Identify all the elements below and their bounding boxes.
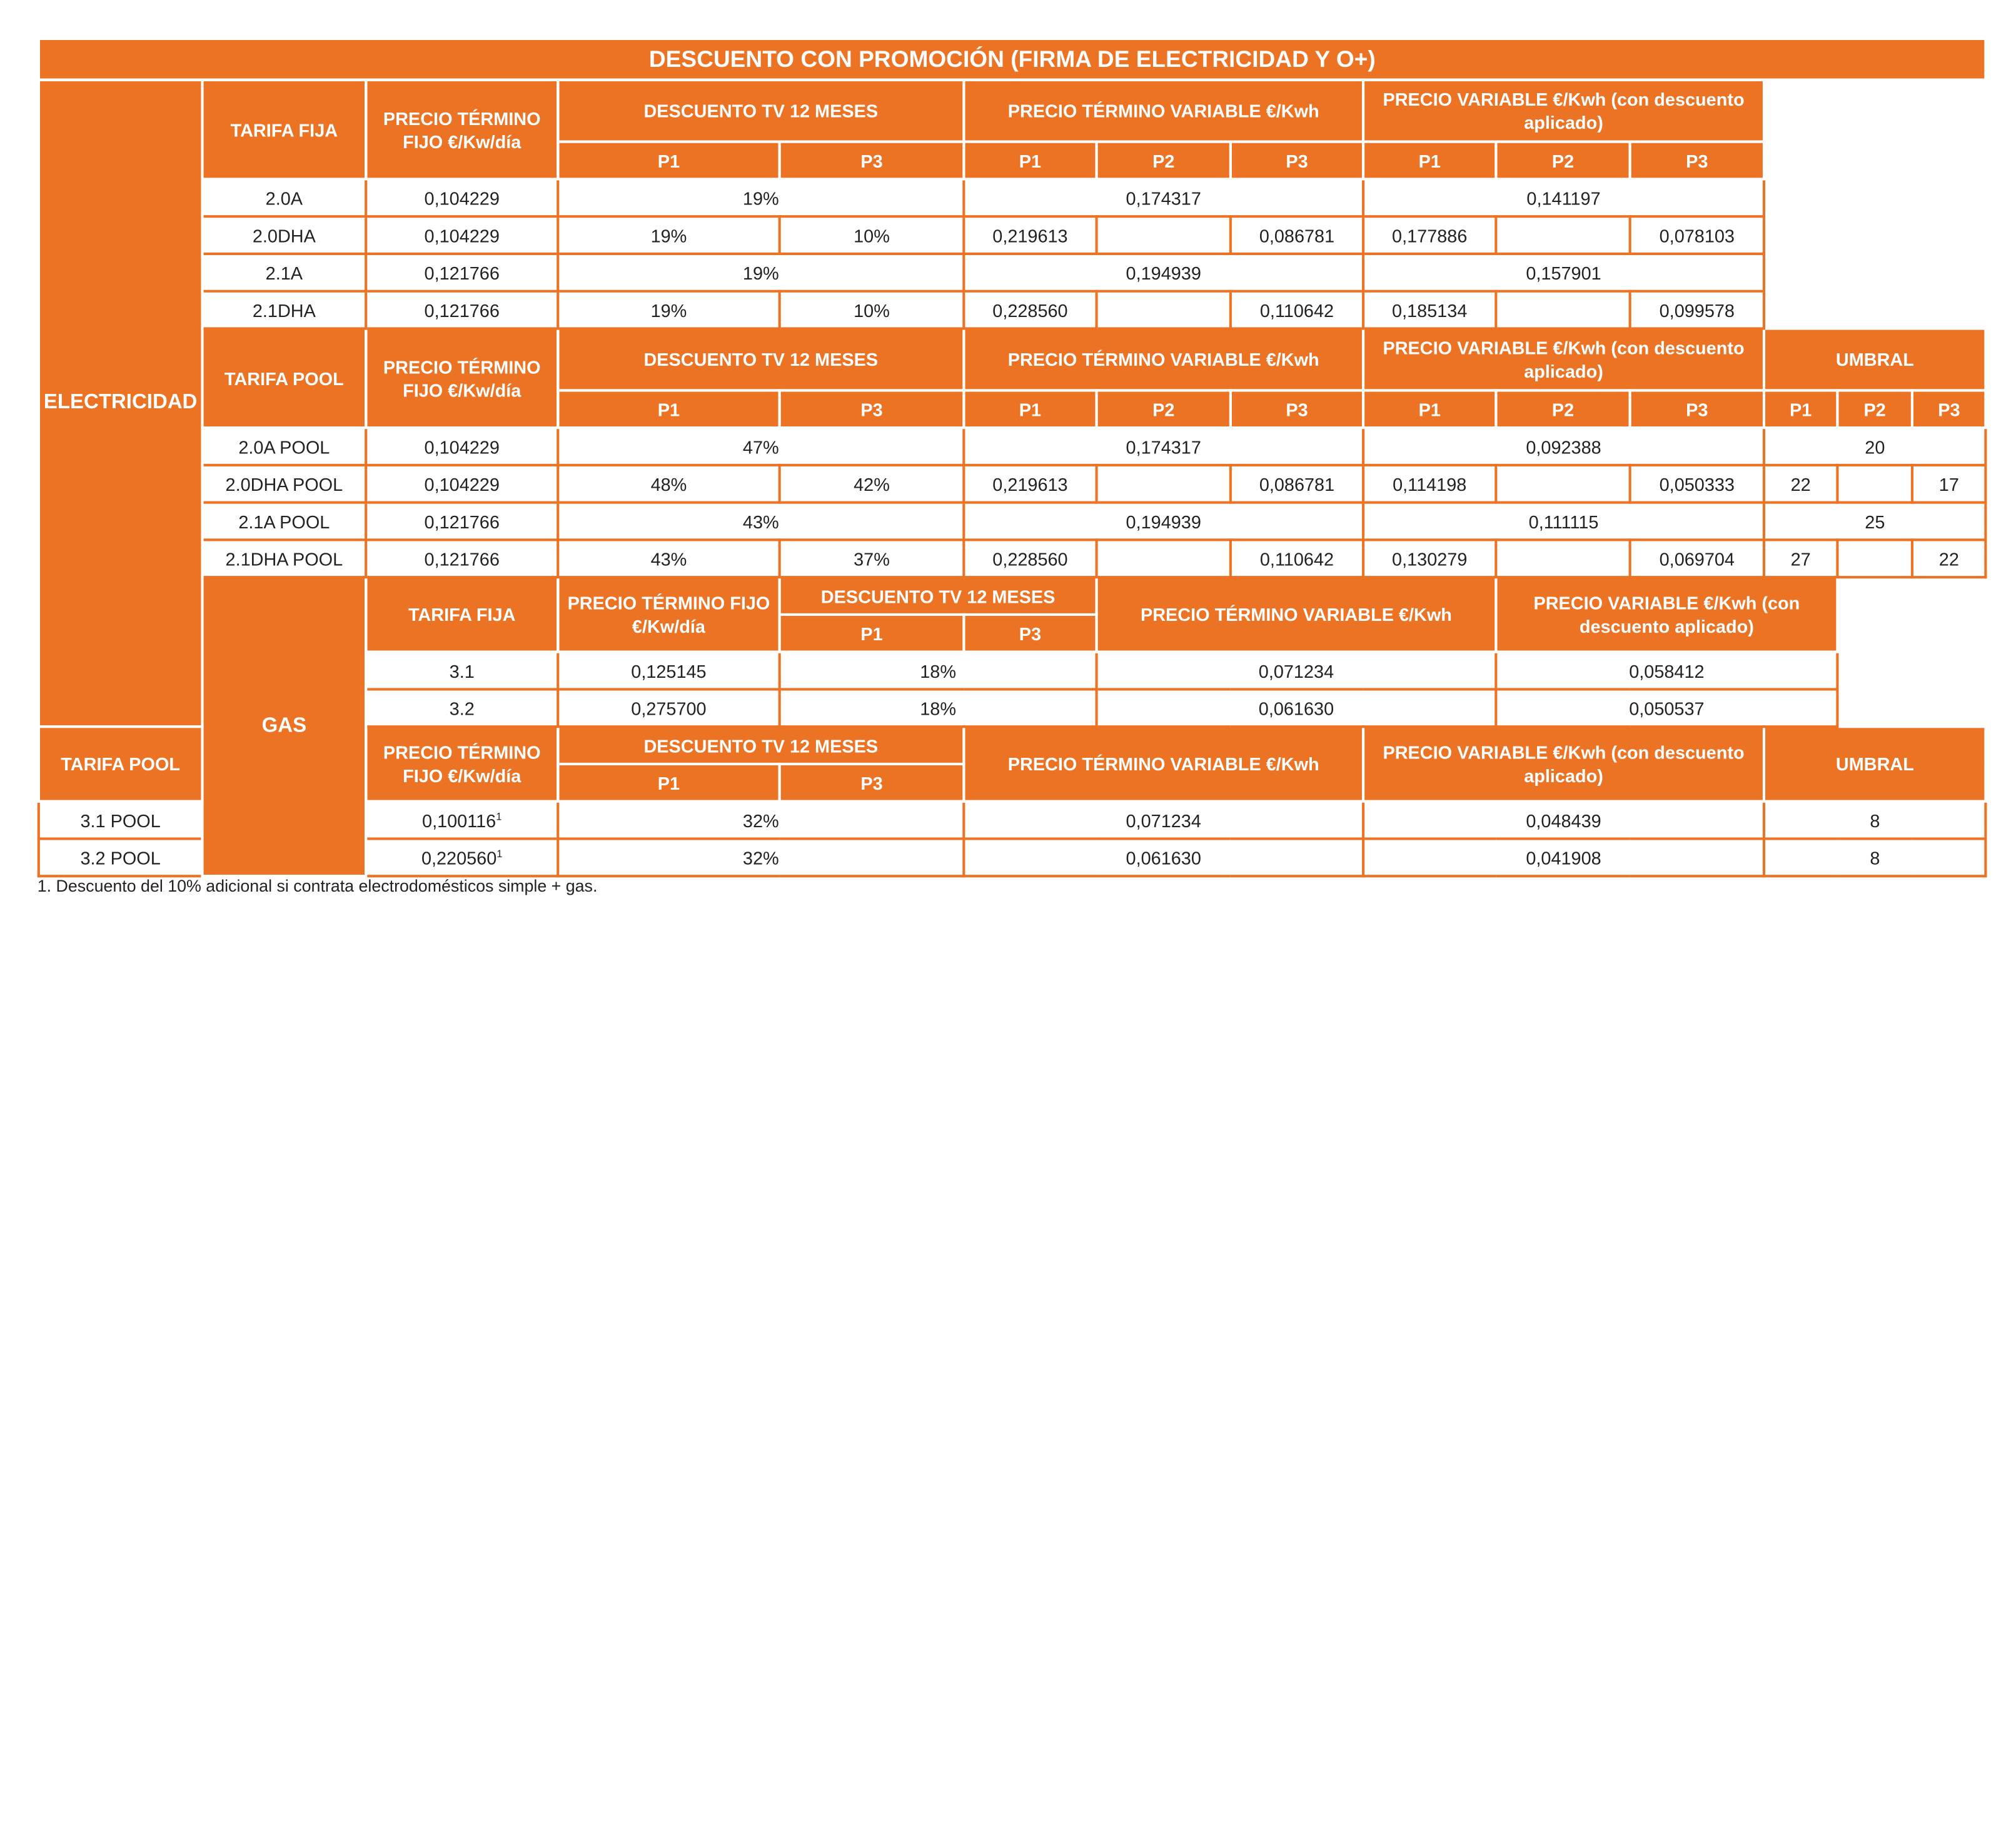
precio-fijo-cell: 0,104229 xyxy=(366,179,558,216)
descuento-cell: 19% xyxy=(558,254,964,291)
tarifa-cell: 3.2 xyxy=(366,689,558,727)
umbral-p3-cell: 17 xyxy=(1912,465,1986,503)
precio-variable-desc-cell: 0,058412 xyxy=(1496,652,1837,690)
table-row xyxy=(39,428,1986,465)
precio-fijo-cell: 0,104229 xyxy=(366,216,558,254)
precio-variable-cell: 0,071234 xyxy=(1097,652,1496,690)
precio-variable-desc-cell: 0,048439 xyxy=(1363,802,1764,839)
section-electricidad: ELECTRICIDAD xyxy=(39,80,203,727)
precio-variable-desc-cell: 0,041908 xyxy=(1363,838,1764,876)
umbral-p1-cell: 22 xyxy=(1764,465,1837,503)
header-descuento-tv: DESCUENTO TV 12 MESES xyxy=(780,577,1097,615)
tarifa-cell: 3.1 xyxy=(366,652,558,690)
header-umbral: UMBRAL xyxy=(1764,328,1986,390)
header-p1: P1 xyxy=(1363,390,1496,428)
precio-variable-desc-p2-cell xyxy=(1496,540,1630,577)
umbral-p2-cell xyxy=(1837,465,1912,503)
precio-fijo-value: 0,100116 xyxy=(422,810,496,831)
tariff-table xyxy=(38,38,1986,878)
header-p1: P1 xyxy=(558,764,779,802)
tarifa-cell: 2.1DHA POOL xyxy=(203,540,366,577)
header-precio-variable: PRECIO TÉRMINO VARIABLE €/Kwh xyxy=(1097,577,1496,652)
header-p1: P1 xyxy=(558,390,779,428)
tarifa-cell: 2.0A POOL xyxy=(203,428,366,465)
precio-variable-desc-cell: 0,141197 xyxy=(1363,179,1764,216)
umbral-cell: 20 xyxy=(1764,428,1986,465)
blank-cell xyxy=(1764,291,1986,329)
precio-variable-desc-cell: 0,111115 xyxy=(1363,503,1764,540)
precio-variable-desc-cell: 0,157901 xyxy=(1363,254,1764,291)
descuento-cell: 18% xyxy=(780,652,1097,690)
header-p2: P2 xyxy=(1097,390,1231,428)
table-row xyxy=(39,291,1986,329)
precio-fijo-cell xyxy=(366,838,558,876)
precio-fijo-cell: 0,104229 xyxy=(366,428,558,465)
precio-variable-p2-cell xyxy=(1097,216,1231,254)
header-precio-variable-desc: PRECIO VARIABLE €/Kwh (con descuento aplicado) xyxy=(1363,727,1764,802)
header-umbral-p3: P3 xyxy=(1912,390,1986,428)
header-tarifa-fija: TARIFA FIJA xyxy=(366,577,558,652)
descuento-p1-cell: 43% xyxy=(558,540,779,577)
precio-variable-p2-cell xyxy=(1097,291,1231,329)
umbral-p2-cell xyxy=(1837,540,1912,577)
header-p1: P1 xyxy=(558,142,779,179)
descuento-p1-cell: 48% xyxy=(558,465,779,503)
descuento-cell: 43% xyxy=(558,503,964,540)
header-tarifa-pool: TARIFA POOL xyxy=(39,727,203,802)
header-p1: P1 xyxy=(780,615,964,652)
blank-cell xyxy=(1764,179,1986,216)
header-precio-fijo: PRECIO TÉRMINO FIJO €/Kw/día xyxy=(366,328,558,428)
header-p1: P1 xyxy=(1363,142,1496,179)
precio-variable-desc-p3-cell: 0,069704 xyxy=(1630,540,1764,577)
header-umbral-p1: P1 xyxy=(1764,390,1837,428)
header-p2: P2 xyxy=(1496,390,1630,428)
precio-variable-cell: 0,071234 xyxy=(964,802,1363,839)
precio-fijo-cell: 0,121766 xyxy=(366,291,558,329)
precio-variable-desc-p3-cell: 0,099578 xyxy=(1630,291,1764,329)
precio-variable-p2-cell xyxy=(1097,465,1231,503)
precio-variable-desc-p3-cell: 0,050333 xyxy=(1630,465,1764,503)
precio-variable-p1-cell: 0,219613 xyxy=(964,465,1096,503)
table-row xyxy=(39,216,1986,254)
tarifa-cell: 2.1A POOL xyxy=(203,503,366,540)
precio-variable-cell: 0,194939 xyxy=(964,503,1363,540)
precio-variable-desc-p2-cell xyxy=(1496,216,1630,254)
blank-cell xyxy=(1837,652,1985,690)
precio-fijo-cell xyxy=(366,802,558,839)
header-p3: P3 xyxy=(780,142,964,179)
header-tarifa-pool: TARIFA POOL xyxy=(203,328,366,428)
header-descuento-tv: DESCUENTO TV 12 MESES xyxy=(558,727,964,764)
umbral-cell: 25 xyxy=(1764,503,1986,540)
header-precio-variable: PRECIO TÉRMINO VARIABLE €/Kwh xyxy=(964,727,1363,802)
precio-fijo-cell: 0,275700 xyxy=(558,689,779,727)
section-gas: GAS xyxy=(203,577,366,876)
precio-fijo-cell: 0,121766 xyxy=(366,503,558,540)
umbral-p1-cell: 27 xyxy=(1764,540,1837,577)
precio-variable-p1-cell: 0,228560 xyxy=(964,540,1096,577)
header-descuento-tv: DESCUENTO TV 12 MESES xyxy=(558,328,964,390)
descuento-cell: 19% xyxy=(558,179,964,216)
descuento-p3-cell: 10% xyxy=(780,291,964,329)
tarifa-cell: 2.0DHA xyxy=(203,216,366,254)
precio-variable-desc-cell: 0,050537 xyxy=(1496,689,1837,727)
descuento-p1-cell: 19% xyxy=(558,216,779,254)
descuento-p1-cell: 19% xyxy=(558,291,779,329)
header-tarifa-fija: TARIFA FIJA xyxy=(203,80,366,179)
precio-variable-cell: 0,174317 xyxy=(964,428,1363,465)
precio-variable-desc-p3-cell: 0,078103 xyxy=(1630,216,1764,254)
precio-variable-desc-cell: 0,092388 xyxy=(1363,428,1764,465)
header-precio-variable: PRECIO TÉRMINO VARIABLE €/Kwh xyxy=(964,80,1363,142)
tarifa-cell: 3.2 POOL xyxy=(39,838,203,876)
header-p1: P1 xyxy=(964,142,1096,179)
precio-variable-desc-p1-cell: 0,185134 xyxy=(1363,291,1496,329)
header-precio-fijo: PRECIO TÉRMINO FIJO €/Kw/día xyxy=(558,577,779,652)
header-p2: P2 xyxy=(1496,142,1630,179)
table-row xyxy=(39,540,1986,577)
descuento-cell: 32% xyxy=(558,838,964,876)
precio-fijo-value: 0,220560 xyxy=(421,847,497,868)
header-p3: P3 xyxy=(1630,390,1764,428)
precio-fijo-cell: 0,104229 xyxy=(366,465,558,503)
tarifa-cell: 2.0DHA POOL xyxy=(203,465,366,503)
precio-variable-desc-p1-cell: 0,114198 xyxy=(1363,465,1496,503)
blank-cell xyxy=(1837,577,1985,652)
table-row xyxy=(39,465,1986,503)
descuento-p3-cell: 37% xyxy=(780,540,964,577)
tarifa-cell: 2.1DHA xyxy=(203,291,366,329)
precio-variable-cell: 0,061630 xyxy=(1097,689,1496,727)
header-p1: P1 xyxy=(964,390,1096,428)
precio-variable-p2-cell xyxy=(1097,540,1231,577)
footnote: 1. Descuento del 10% adicional si contrata electrodomésticos simple + gas. xyxy=(37,876,598,896)
footnote-marker: 1 xyxy=(496,847,503,860)
blank-cell xyxy=(1764,254,1986,291)
precio-variable-desc-p2-cell xyxy=(1496,291,1630,329)
descuento-cell: 32% xyxy=(558,802,964,839)
precio-variable-p3-cell: 0,086781 xyxy=(1231,465,1363,503)
header-p3: P3 xyxy=(1231,390,1363,428)
table-row xyxy=(39,179,1986,216)
precio-variable-p1-cell: 0,219613 xyxy=(964,216,1096,254)
header-p3: P3 xyxy=(780,390,964,428)
header-umbral: UMBRAL xyxy=(1764,727,1986,802)
umbral-cell: 8 xyxy=(1764,802,1986,839)
header-precio-variable-desc: PRECIO VARIABLE €/Kwh (con descuento aplicado) xyxy=(1363,328,1764,390)
blank-cell xyxy=(1764,80,1986,179)
descuento-cell: 47% xyxy=(558,428,964,465)
tarifa-cell: 2.0A xyxy=(203,179,366,216)
precio-fijo-cell: 0,121766 xyxy=(366,540,558,577)
descuento-cell: 18% xyxy=(780,689,1097,727)
blank-cell xyxy=(1837,689,1985,727)
header-precio-variable: PRECIO TÉRMINO VARIABLE €/Kwh xyxy=(964,328,1363,390)
header-p3: P3 xyxy=(780,764,964,802)
tarifa-cell: 3.1 POOL xyxy=(39,802,203,839)
header-descuento-tv: DESCUENTO TV 12 MESES xyxy=(558,80,964,142)
precio-variable-desc-p1-cell: 0,130279 xyxy=(1363,540,1496,577)
footnote-marker: 1 xyxy=(496,810,502,822)
precio-fijo-cell: 0,121766 xyxy=(366,254,558,291)
header-p3: P3 xyxy=(1630,142,1764,179)
precio-variable-p3-cell: 0,110642 xyxy=(1231,540,1363,577)
header-precio-variable-desc: PRECIO VARIABLE €/Kwh (con descuento aplicado) xyxy=(1363,80,1764,142)
header-umbral-p2: P2 xyxy=(1837,390,1912,428)
precio-fijo-cell: 0,125145 xyxy=(558,652,779,690)
header-p3: P3 xyxy=(964,615,1096,652)
precio-variable-desc-p1-cell: 0,177886 xyxy=(1363,216,1496,254)
tarifa-cell: 2.1A xyxy=(203,254,366,291)
precio-variable-p3-cell: 0,086781 xyxy=(1231,216,1363,254)
umbral-cell: 8 xyxy=(1764,838,1986,876)
header-precio-variable-desc: PRECIO VARIABLE €/Kwh (con descuento aplicado) xyxy=(1496,577,1837,652)
precio-variable-cell: 0,174317 xyxy=(964,179,1363,216)
header-precio-fijo: PRECIO TÉRMINO FIJO €/Kw/día xyxy=(366,727,558,802)
table-row xyxy=(39,254,1986,291)
precio-variable-p3-cell: 0,110642 xyxy=(1231,291,1363,329)
header-p2: P2 xyxy=(1097,142,1231,179)
precio-variable-desc-p2-cell xyxy=(1496,465,1630,503)
blank-cell xyxy=(1764,216,1986,254)
precio-variable-cell: 0,061630 xyxy=(964,838,1363,876)
header-precio-fijo: PRECIO TÉRMINO FIJO €/Kw/día xyxy=(366,80,558,179)
descuento-p3-cell: 10% xyxy=(780,216,964,254)
umbral-p3-cell: 22 xyxy=(1912,540,1986,577)
table-row xyxy=(39,503,1986,540)
precio-variable-cell: 0,194939 xyxy=(964,254,1363,291)
descuento-p3-cell: 42% xyxy=(780,465,964,503)
precio-variable-p1-cell: 0,228560 xyxy=(964,291,1096,329)
table-title: DESCUENTO CON PROMOCIÓN (FIRMA DE ELECTRICIDAD Y O+) xyxy=(39,39,1986,80)
header-p3: P3 xyxy=(1231,142,1363,179)
